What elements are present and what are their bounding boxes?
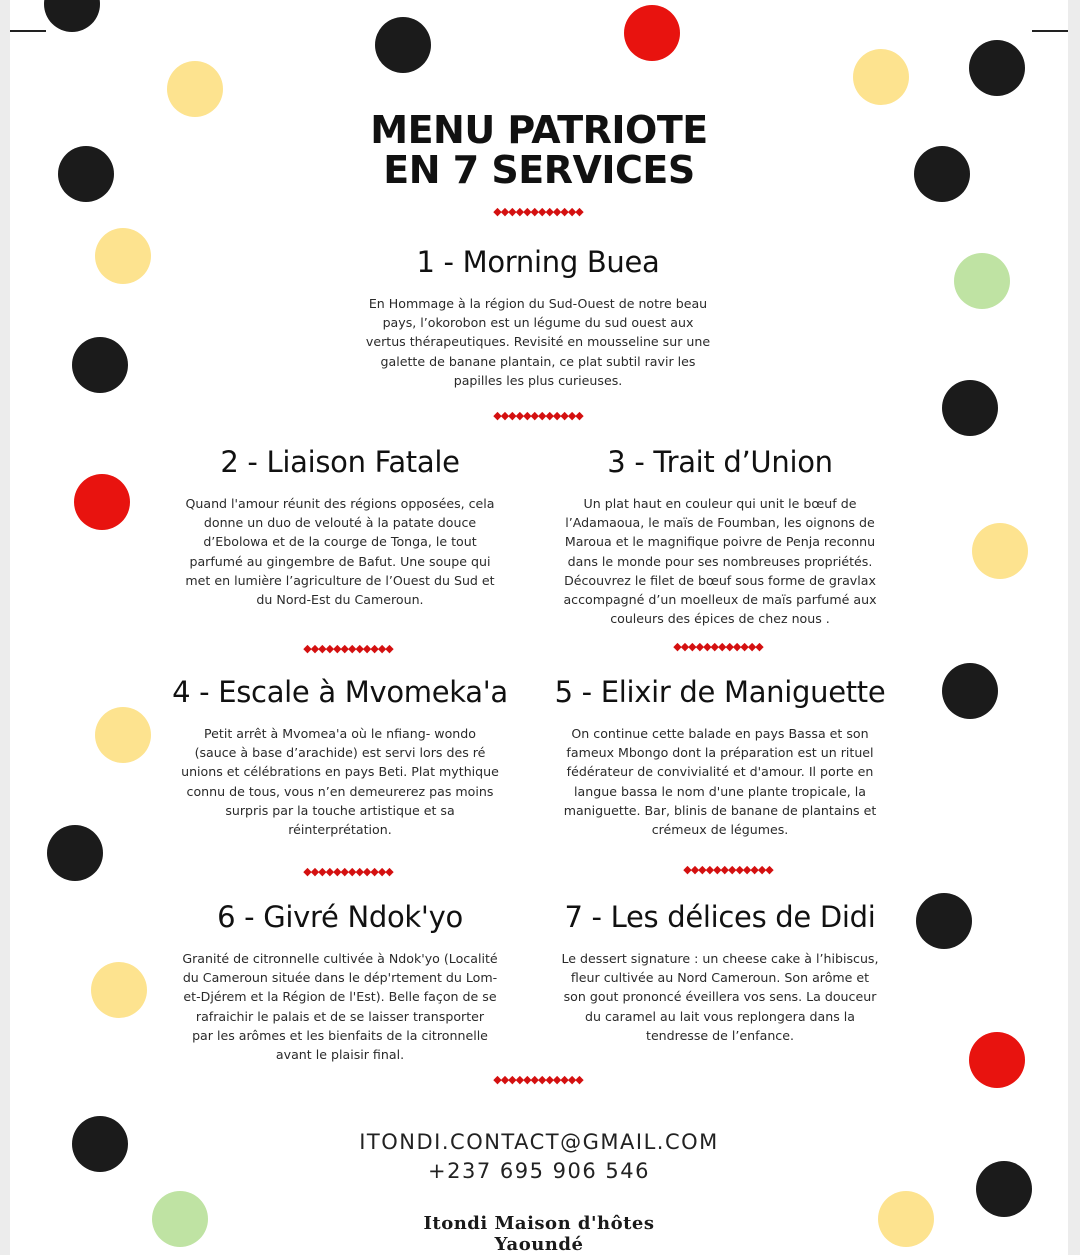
contact-block — [10, 1128, 1068, 1186]
decor-dot — [95, 707, 151, 763]
description-line: crémeux de légumes. — [651, 822, 789, 838]
diamond-divider: ◆◆◆◆◆◆◆◆◆◆◆◆ — [493, 1073, 583, 1086]
course-description — [150, 724, 530, 839]
course-3 — [530, 444, 910, 628]
description-line: langue bassa le nom d'une plante tropicale, la — [574, 783, 866, 799]
course-description — [300, 294, 776, 390]
description-line: du Cameroun située dans le dép'rtement du Lom- — [182, 970, 498, 986]
course-6 — [150, 899, 530, 1064]
decor-dot — [942, 380, 998, 436]
course-title: 5 - Elixir de Maniguette — [554, 675, 886, 709]
corner-line-right — [1032, 30, 1068, 32]
decor-dot — [91, 962, 147, 1018]
decor-dot — [942, 663, 998, 719]
contact-phone[interactable]: +237 695 906 546 — [428, 1159, 650, 1183]
corner-line-left — [10, 30, 46, 32]
description-line: donne un duo de velouté à la patate douce — [203, 515, 477, 531]
diamond-divider: ◆◆◆◆◆◆◆◆◆◆◆◆ — [493, 205, 583, 218]
description-line: avant le plaisir final. — [275, 1047, 405, 1063]
menu-title-line1: MENU PATRIOTE — [370, 108, 708, 152]
course-title: 3 - Trait d’Union — [607, 445, 833, 479]
description-line: En Hommage à la région du Sud-Ouest de notre beau — [368, 296, 708, 311]
description-line: fédérateur de convivialité et d'amour. Il porte en — [566, 764, 874, 780]
description-line: et-Djérem et la Région de l'Est). Belle façon de se — [183, 989, 497, 1005]
course-5 — [530, 674, 910, 839]
decor-dot — [74, 474, 130, 530]
description-line: surpris par la touche artistique et sa — [225, 802, 455, 818]
description-line: couleurs des épices de chez nous . — [610, 611, 830, 627]
description-line: rafraichir le palais et de se laisser transporter — [195, 1008, 485, 1024]
course-description — [530, 724, 910, 839]
description-line: Petit arrêt à Mvomea'a où le nfiang- wondo — [204, 726, 476, 741]
description-line: son gout prononcé éveillera vos sens. La douceur — [563, 989, 877, 1005]
decor-dot — [375, 17, 431, 73]
description-line: On continue cette balade en pays Bassa et son — [571, 726, 869, 741]
establishment-city: Yaoundé — [494, 1234, 584, 1255]
course-title: 1 - Morning Buea — [416, 245, 660, 279]
description-line: dans le monde pour ses nombreuses propriétés. — [567, 553, 873, 569]
course-description — [150, 494, 530, 609]
description-line: Quand l'amour réunit des régions opposées, cela — [185, 496, 495, 511]
contact-email[interactable]: ITONDI.CONTACT@GMAIL.COM — [359, 1130, 719, 1154]
menu-page — [10, 0, 1068, 1255]
description-line: accompagné d’un moelleux de maïs parfumé aux — [563, 592, 877, 608]
description-line: fleur cultivée au Nord Cameroun. Son arôme et — [570, 970, 870, 986]
description-line: maniguette. Bar, blinis de banane de plantains et — [563, 802, 877, 818]
description-line: Découvrez le filet de bœuf sous forme de gravlax — [564, 572, 876, 588]
course-title: 7 - Les délices de Didi — [564, 900, 876, 934]
decor-dot — [969, 1032, 1025, 1088]
diamond-divider: ◆◆◆◆◆◆◆◆◆◆◆◆ — [303, 642, 393, 655]
description-line: Granité de citronnelle cultivée à Ndok'yo (Localité — [182, 951, 498, 966]
description-line: tendresse de l’enfance. — [646, 1027, 794, 1043]
diamond-divider: ◆◆◆◆◆◆◆◆◆◆◆◆ — [673, 640, 763, 653]
course-7 — [530, 899, 910, 1045]
description-line: (sauce à base d’arachide) est servi lors des ré — [194, 745, 486, 761]
decor-dot — [972, 523, 1028, 579]
description-line: galette de banane plantain, ce plat subtil ravir les — [380, 353, 696, 369]
course-description — [530, 949, 910, 1045]
description-line: Maroua et le magnifique poivre de Penja reconnu — [564, 534, 876, 550]
description-line: pays, l’okorobon est un légume du sud ouest aux — [382, 315, 694, 331]
decor-dot — [969, 40, 1025, 96]
description-line: d’Ebolowa et de la courge de Tonga, le tout — [203, 534, 477, 550]
decor-dot — [72, 337, 128, 393]
description-line: fameux Mbongo dont la préparation est un rituel — [566, 745, 874, 761]
description-line: papilles les plus curieuses. — [453, 372, 623, 388]
course-4 — [150, 674, 530, 839]
description-line: parfumé au gingembre de Bafut. Une soupe qui — [189, 553, 491, 569]
course-title: 2 - Liaison Fatale — [220, 445, 460, 479]
description-line: du Nord-Est du Cameroun. — [256, 592, 424, 608]
description-line: l’Adamaoua, le maïs de Foumban, les oignons de — [565, 515, 875, 531]
course-2 — [150, 444, 530, 609]
description-line: Le dessert signature : un cheese cake à l’hibiscus, — [561, 951, 879, 966]
establishment-name: Itondi Maison d'hôtes — [423, 1213, 655, 1234]
decor-dot — [47, 825, 103, 881]
diamond-divider: ◆◆◆◆◆◆◆◆◆◆◆◆ — [303, 865, 393, 878]
description-line: du caramel au lait vous replongera dans la — [584, 1008, 856, 1024]
footer-block — [10, 1213, 1068, 1255]
decor-dot — [624, 5, 680, 61]
decor-dot — [95, 228, 151, 284]
description-line: Un plat haut en couleur qui unit le bœuf de — [583, 496, 857, 511]
menu-title — [10, 110, 1068, 190]
diamond-divider: ◆◆◆◆◆◆◆◆◆◆◆◆ — [683, 863, 773, 876]
decor-dot — [954, 253, 1010, 309]
decor-dot — [916, 893, 972, 949]
description-line: réinterprétation. — [288, 822, 392, 838]
course-1 — [300, 244, 776, 390]
description-line: par les arômes et les bienfaits de la citronnelle — [192, 1027, 488, 1043]
course-description — [530, 494, 910, 628]
description-line: met en lumière l’agriculture de l’Ouest du Sud et — [185, 572, 495, 588]
menu-title-line2: EN 7 SERVICES — [383, 148, 695, 192]
decor-dot — [167, 61, 223, 117]
decor-dot — [44, 0, 100, 32]
course-title: 4 - Escale à Mvomeka'a — [172, 675, 508, 709]
description-line: connu de tous, vous n’en demeurerez pas moins — [186, 783, 494, 799]
decor-dot — [853, 49, 909, 105]
course-title: 6 - Givré Ndok'yo — [217, 900, 463, 934]
description-line: unions et célébrations en pays Beti. Plat mythique — [181, 764, 499, 780]
course-description — [150, 949, 530, 1064]
description-line: vertus thérapeutiques. Revisité en mousseline sur une — [365, 334, 711, 350]
diamond-divider: ◆◆◆◆◆◆◆◆◆◆◆◆ — [493, 409, 583, 422]
